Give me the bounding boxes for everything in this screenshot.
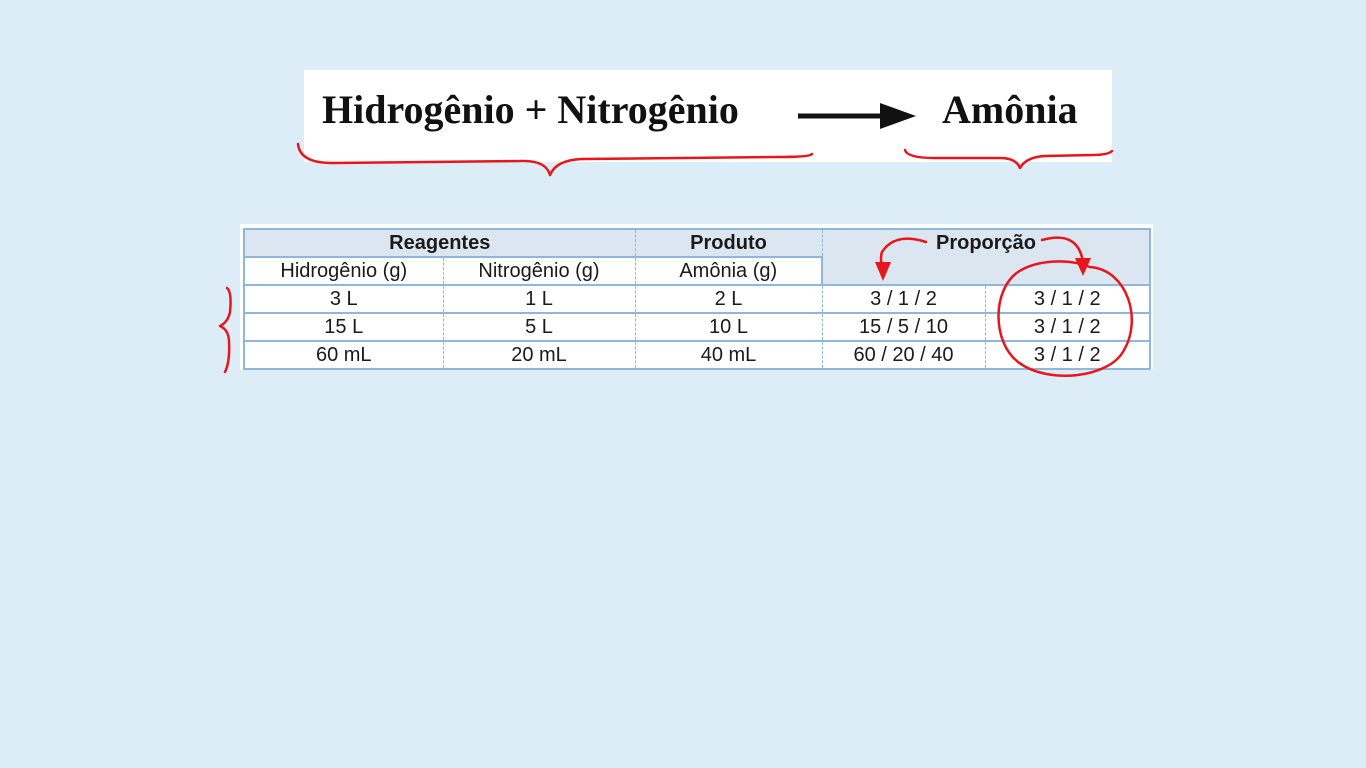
column-header-amonia: Amônia (g) <box>635 257 822 285</box>
table-row <box>244 285 1150 313</box>
column-header-hidrogenio: Hidrogênio (g) <box>244 257 443 285</box>
cell-proporcao-simplificada: 3 / 1 / 2 <box>985 285 1150 313</box>
proportion-table <box>240 224 1153 370</box>
cell-amonia: 40 mL <box>635 341 822 369</box>
group-header-produto: Produto <box>635 229 822 257</box>
cell-hidrogenio: 15 L <box>244 313 443 341</box>
column-header-nitrogenio: Nitrogênio (g) <box>443 257 635 285</box>
reaction-arrow-icon <box>798 100 920 130</box>
cell-proporcao-simplificada: 3 / 1 / 2 <box>985 341 1150 369</box>
cell-proporcao: 3 / 1 / 2 <box>822 285 985 313</box>
rows-brace-annotation <box>220 288 231 372</box>
cell-proporcao-simplificada: 3 / 1 / 2 <box>985 313 1150 341</box>
product-text: Amônia <box>942 87 1078 132</box>
reaction-equation <box>304 70 1112 162</box>
reactants-text: Hidrogênio + Nitrogênio <box>322 87 739 132</box>
cell-nitrogenio: 5 L <box>443 313 635 341</box>
group-header-proporcao: Proporção <box>822 229 1150 285</box>
table-group-header-row <box>244 229 1150 257</box>
cell-nitrogenio: 20 mL <box>443 341 635 369</box>
cell-hidrogenio: 3 L <box>244 285 443 313</box>
cell-proporcao: 60 / 20 / 40 <box>822 341 985 369</box>
cell-proporcao: 15 / 5 / 10 <box>822 313 985 341</box>
cell-amonia: 2 L <box>635 285 822 313</box>
table-row <box>244 341 1150 369</box>
cell-hidrogenio: 60 mL <box>244 341 443 369</box>
table-row <box>244 313 1150 341</box>
cell-amonia: 10 L <box>635 313 822 341</box>
group-header-reagentes: Reagentes <box>244 229 635 257</box>
cell-nitrogenio: 1 L <box>443 285 635 313</box>
